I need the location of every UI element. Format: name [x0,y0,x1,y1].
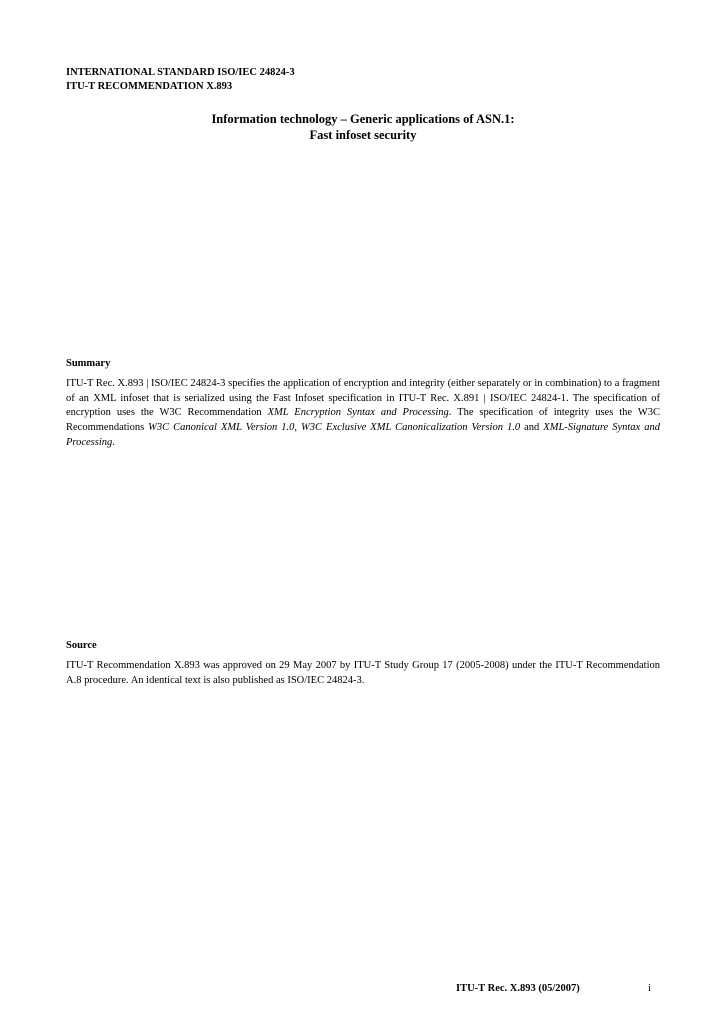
header-standard-line: INTERNATIONAL STANDARD ISO/IEC 24824-3 [66,67,295,78]
summary-italic-xml-encryption: XML Encryption Syntax and Processing [267,407,449,419]
source-paragraph: ITU-T Recommendation X.893 was approved on 29 May 2007 by ITU-T Study Group 17 (2005-2008) under the ITU-T Recommendation A.8 procedure. An identical text is also published as ISO/IEC 24824-3. [66,660,660,686]
document-title [66,111,660,143]
footer-label: ITU-T Rec. X.893 (05/2007) [456,983,580,994]
summary-text-part-3: and [520,422,544,434]
summary-heading: Summary [66,358,111,369]
title-line-1: Information technology – Generic applications of ASN.1: [211,112,515,126]
document-header [66,66,295,94]
source-heading: Source [66,640,97,651]
summary-text-part-4: . [112,436,115,448]
page-number: i [648,983,651,994]
title-line-2: Fast infoset security [309,128,417,142]
summary-paragraph [66,377,660,451]
header-recommendation-line: ITU-T RECOMMENDATION X.893 [66,81,233,92]
summary-italic-xml-signature: XML-Signature Syntax and Processing [66,422,660,448]
summary-text-part-1: ITU-T Rec. X.893 | ISO/IEC 24824-3 specifies the application of encryption and integrity (either separately or in combination) to a fragment of an XML infoset that is serialized using the Fast Infoset specification in ITU-T Rec. X.891 | ISO/IEC 24824-1. The specification of encryption uses the W3C Recommendation [66,378,660,419]
summary-italic-canonical-xml: W3C Canonical XML Version 1.0, W3C Exclusive XML Canonicalization Version 1.0 [148,422,521,434]
summary-text-part-2: . The specification of integrity uses the W3C Recommendations [66,407,660,434]
